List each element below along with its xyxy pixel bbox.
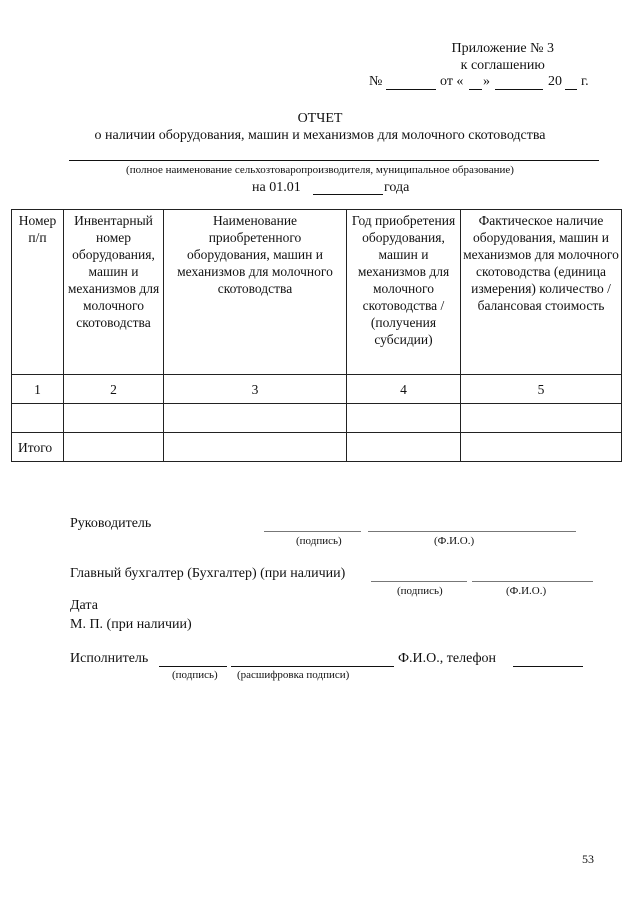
- table-cell[interactable]: [64, 404, 164, 433]
- executor-signature-caption: (подпись): [172, 669, 218, 681]
- agreement-from-label: от «: [440, 74, 464, 89]
- page-number: 53: [582, 852, 594, 866]
- accountant-signature-field[interactable]: [371, 581, 467, 582]
- agreement-year-field[interactable]: [565, 89, 577, 90]
- column-header-year: Год приобретения оборудования, машин и механизмов для молочного скотоводства / (получения субсидии): [347, 210, 461, 375]
- executor-name-phone-label: Ф.И.О., телефон: [398, 651, 497, 666]
- appendix-header: [452, 40, 555, 74]
- appendix-number: Приложение № 3: [451, 41, 554, 56]
- agreement-quote-close: »: [483, 74, 490, 89]
- head-signature-caption: (подпись): [296, 535, 342, 547]
- date-label: Дата: [70, 598, 98, 613]
- report-year-field[interactable]: [313, 194, 383, 195]
- head-signature-field[interactable]: [264, 531, 361, 532]
- head-name-caption: (Ф.И.О.): [434, 535, 475, 547]
- column-number: 4: [347, 375, 461, 404]
- table-cell[interactable]: [347, 404, 461, 433]
- table-cell[interactable]: [164, 433, 347, 462]
- executor-phone-field[interactable]: [513, 666, 583, 667]
- stamp-label: М. П. (при наличии): [70, 617, 192, 632]
- accountant-signature-caption: (подпись): [397, 585, 443, 597]
- column-number: 2: [64, 375, 164, 404]
- appendix-agreement-ref: к соглашению: [460, 58, 545, 73]
- table-cell[interactable]: [461, 404, 622, 433]
- column-number: 5: [461, 375, 622, 404]
- accountant-label: Главный бухгалтер (Бухгалтер) (при наличии): [70, 566, 346, 581]
- executor-signature-field[interactable]: [159, 666, 227, 667]
- agreement-day-field[interactable]: [469, 89, 482, 90]
- report-title: ОТЧЕТ: [297, 111, 343, 126]
- accountant-name-caption: (Ф.И.О.): [506, 585, 547, 597]
- report-date-prefix: на 01.01: [252, 180, 301, 195]
- table-cell[interactable]: [64, 433, 164, 462]
- agreement-month-field[interactable]: [495, 89, 543, 90]
- organization-caption: (полное наименование сельхозтоваропроизводителя, муниципальное образование): [126, 164, 514, 176]
- table-cell[interactable]: [347, 433, 461, 462]
- report-subtitle: о наличии оборудования, машин и механизмов для молочного скотоводства: [94, 128, 546, 143]
- total-row: [12, 433, 622, 462]
- organization-name-field[interactable]: [69, 160, 599, 161]
- table-cell[interactable]: [461, 433, 622, 462]
- head-name-field[interactable]: [368, 531, 576, 532]
- agreement-no-field[interactable]: [386, 89, 436, 90]
- column-header-number: Номер п/п: [12, 210, 64, 375]
- agreement-year-prefix: 20: [548, 74, 562, 89]
- accountant-name-field[interactable]: [472, 581, 593, 582]
- executor-decoding-field[interactable]: [231, 666, 394, 667]
- total-label: Итого: [12, 433, 64, 462]
- table-row: [12, 404, 622, 433]
- column-number: 1: [12, 375, 64, 404]
- report-title-block: [0, 110, 640, 144]
- column-header-inventory: Инвентарный номер оборудования, машин и механизмов для молочного скотоводства: [64, 210, 164, 375]
- agreement-no-label: №: [369, 74, 383, 89]
- executor-decoding-caption: (расшифровка подписи): [237, 669, 350, 681]
- table-header-row: [12, 210, 622, 375]
- report-date-suffix: года: [384, 180, 410, 195]
- executor-label: Исполнитель: [70, 651, 149, 666]
- table-cell[interactable]: [164, 404, 347, 433]
- column-numbers-row: [12, 375, 622, 404]
- table-cell[interactable]: [12, 404, 64, 433]
- head-label: Руководитель: [70, 516, 152, 531]
- agreement-year-suffix: г.: [581, 74, 589, 89]
- column-number: 3: [164, 375, 347, 404]
- equipment-table: [11, 209, 622, 462]
- column-header-actual: Фактическое наличие оборудования, машин и механизмов для молочного скотоводства (единица измерения) количество /балансовая стоимость: [461, 210, 622, 375]
- column-header-name: Наименование приобретенного оборудования, машин и механизмов для молочного скотоводства: [164, 210, 347, 375]
